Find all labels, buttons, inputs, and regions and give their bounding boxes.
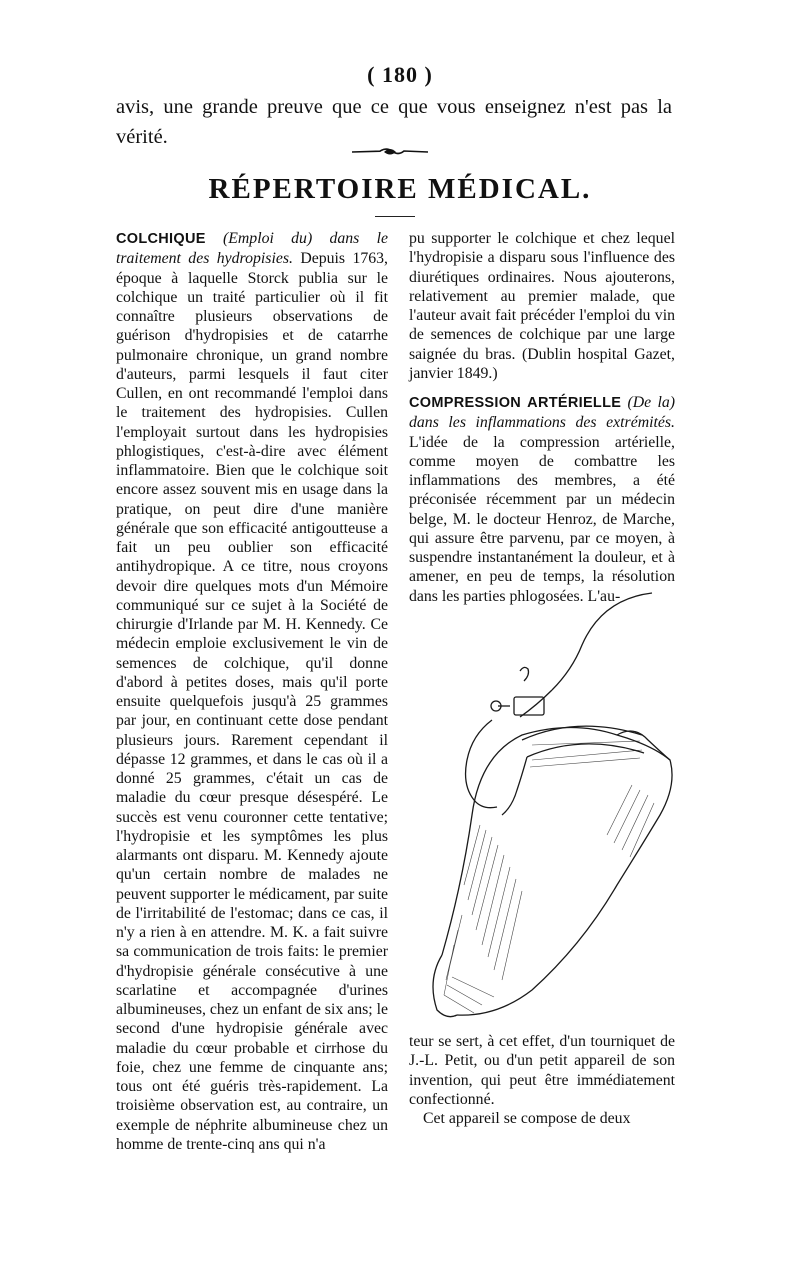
right-column-bottom: [409, 1032, 675, 1128]
tourniquet-illustration: [402, 585, 682, 1025]
main-title: RÉPERTOIRE MÉDICAL.: [208, 173, 592, 205]
headword-colchique: COLCHIQUE: [116, 231, 206, 247]
body-compression-last: Cet appareil se compose de deux: [423, 1110, 631, 1127]
right-column-top: [409, 229, 675, 606]
body-compression-top: L'idée de la compression artérielle, comme moyen de combattre les inflammations des membres, a été préconisée récemment par un médecin belge, M. le docteur Henroz, de Marche, qui assure être parvenu, par ce moyen, à suspendre instantanément la douleur, et à amener, en peu de temps, la résolution dans les parties phlogosées. L'au-: [409, 433, 675, 605]
continuation-colchique: pu supporter le colchique et chez lequel l'hydropisie a disparu sous l'influence des diurétiques ordinaires. Nous ajouterons, relativement au premier malade, que l'auteur avait fait précéder l'emploi du vin de semences de colchique par une large saignée du bras. (Dublin hospital Gazet, janvier 1849.): [409, 230, 675, 382]
ornament-divider: [350, 146, 430, 158]
intro-text: avis, une grande preuve que ce que vous enseignez n'est pas la vérité.: [116, 96, 672, 148]
page-number: ( 180 ): [367, 62, 433, 87]
subtitle-colchique: (Emploi du) dans le traitement des hydropisies.: [116, 230, 388, 268]
body-colchique: Depuis 1763, époque à laquelle Storck publia sur le colchique un traité particulier où il fit connaître plusieurs observations de guérison d'hydropisies et de catarrhe pulmonaire chronique, un grand nombre d'auteurs, parmi lesquels il faut citer Cullen, en ont recommandé l'emploi dans le traitement des hydropisies. Cullen l'employait surtout dans les hydropisies phlogistiques, c'est-à-dire avec élément inflammatoire. Bien que le colchique soit encore assez souvent mis en usage dans la pratique, on peut dire d'une manière générale que son efficacité antigoutteuse a fait un peu oublier son efficacité antihydropique. A ce titre, nous croyons devoir dire quelques mots d'un Mémoire communiqué sur ce sujet à la Société de chirurgie d'Irlande par M. H. Kennedy. Ce médecin emploie exclusivement le vin de semences de colchique, qu'il donne d'abord à petites doses, mais qu'il porte ensuite quelquefois jusqu'à 25 grammes par jour, en continuant cette dose pendant plusieurs jours. Rarement cependant il dépasse 12 grammes, et dans le cas où il a donné 25 grammes, c'était un cas de maladie du cœur presque désespéré. Le succès est venu couronner cette tentative; l'hydropisie et les symptômes les plus alarmants ont disparu. M. Kennedy ajoute qu'un certain nombre de malades ne peuvent supporter le médicament, par suite de l'irritabilité de l'estomac; dans ce cas, il n'y a rien à en attendre. M. K. a fait suivre sa communication de trois faits: le premier d'hydropisie générale consécutive à une scarlatine et accompagnée d'urines albumineuses, chez un enfant de six ans; le second d'une hydropisie générale avec maladie du cœur probable et cirrhose du foie, chez une femme de cinquante ans; tous ont été guéris très-rapidement. La troisième observation est, au contraire, un exemple de néphrite albumineuse chez un homme de trente-cinq ans qui n'a: [116, 250, 388, 1153]
title-rule: [375, 216, 415, 217]
subtitle-compression: (De la) dans les inflammations des extrémités.: [409, 394, 675, 432]
body-compression-bottom: teur se sert, à cet effet, d'un tourniquet de J.-L. Petit, ou d'un petit appareil de son invention, qui peut être immédiatement confectionné.: [409, 1033, 675, 1108]
headword-compression: COMPRESSION ARTÉRIELLE: [409, 395, 622, 411]
article-colchique: [116, 229, 388, 1154]
